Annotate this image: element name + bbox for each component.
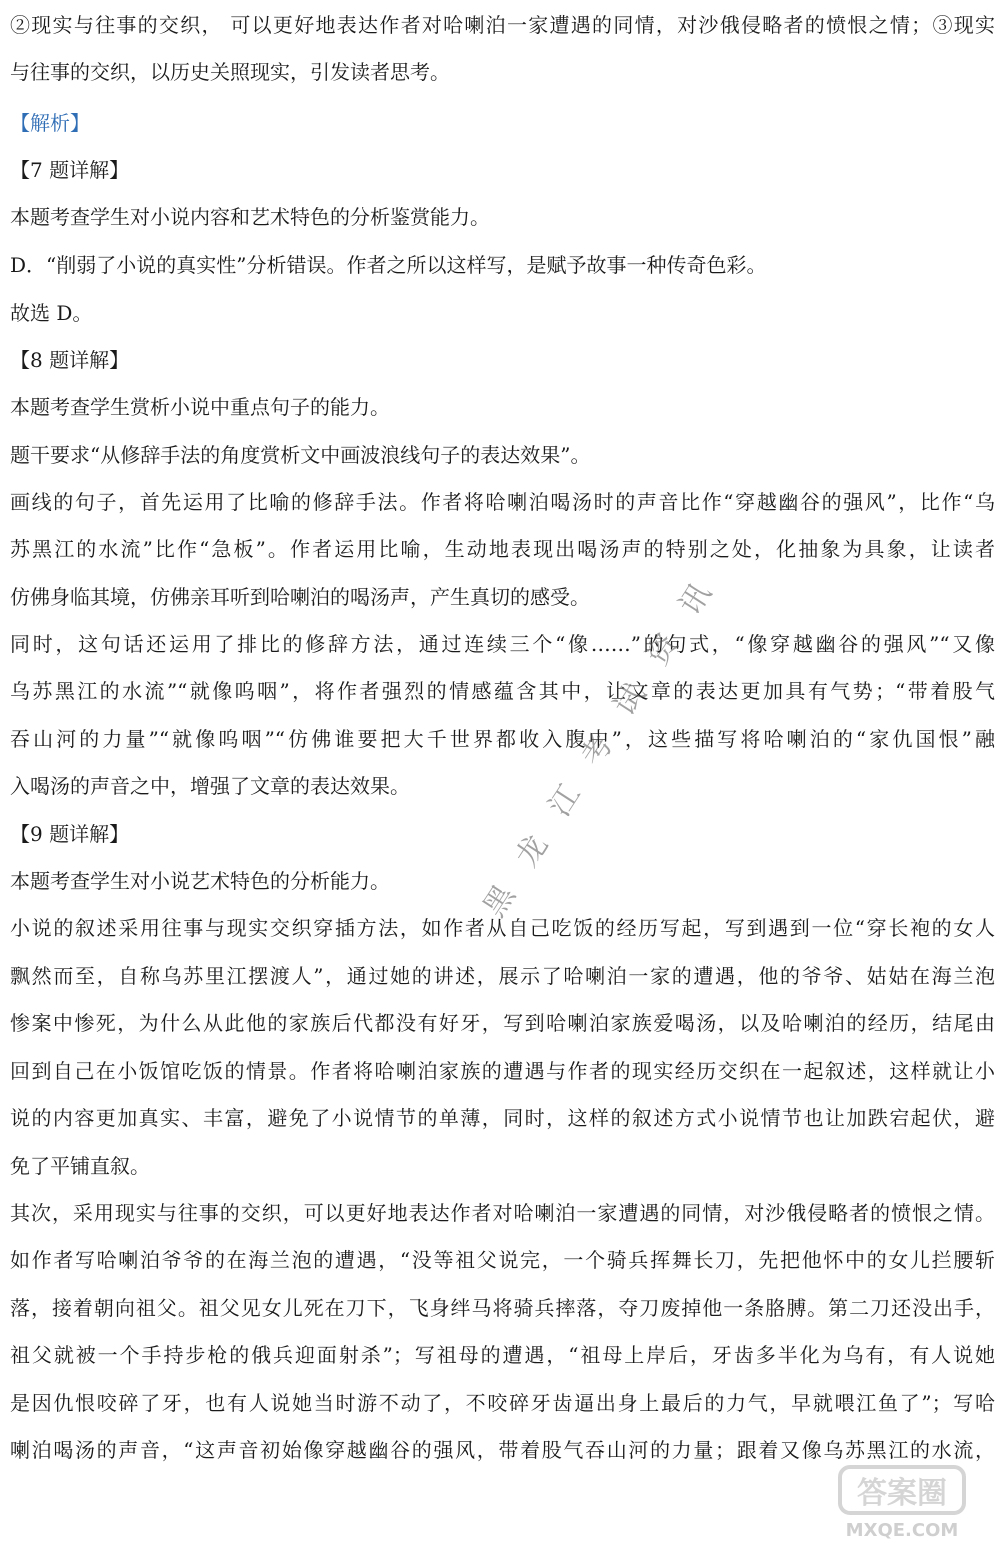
logo-mark-icon (812, 1461, 992, 1521)
text-line: 说的内容更加真实、丰富，避免了小说情节的单薄，同时，这样的叙述方式小说情节也让加跌宕起伏，避 (10, 1106, 995, 1130)
text-line: 其次，采用现实与往事的交织，可以更好地表达作者对哈喇泊一家遭遇的同情，对沙俄侵略者的愤恨之情。 (10, 1201, 995, 1225)
text-line: 【解析】 (10, 111, 90, 135)
text-line: 祖父就被一个手持步枪的俄兵迎面射杀”；写祖母的遭遇，“祖母上岸后，牙齿多半化为乌有，有人说她 (10, 1343, 995, 1367)
text-line: 吞山河的力量”“就像呜咽”“仿佛谁要把大千世界都收入腹中”，这些描写将哈喇泊的“家仇国恨”融 (10, 727, 995, 751)
text-line: 题干要求“从修辞手法的角度赏析文中画波浪线句子的表达效果”。 (10, 443, 591, 467)
text-line: 落，接着朝向祖父。祖父见女儿死在刀下，飞身绊马将骑兵摔落，夺刀废掉他一条胳膊。第二刀还没出手， (10, 1296, 995, 1320)
text-line: 乌苏黑江的水流”“就像呜咽”，将作者强烈的情感蕴含其中，让文章的表达更加具有气势；“带着股气 (10, 679, 995, 703)
text-line: D．“削弱了小说的真实性”分析错误。作者之所以这样写，是赋予故事一种传奇色彩。 (10, 253, 767, 277)
text-line: 同时，这句话还运用了排比的修辞方法，通过连续三个“像……”的句式，“像穿越幽谷的强风”“又像 (10, 632, 995, 656)
text-line: 故选 D。 (10, 301, 93, 325)
text-line: 仿佛身临其境，仿佛亲耳听到哈喇泊的喝汤声，产生真切的感受。 (10, 585, 590, 609)
text-line: 入喝汤的声音之中，增强了文章的表达效果。 (10, 774, 410, 798)
text-line: 飘然而至，自称乌苏里江摆渡人”，通过她的讲述，展示了哈喇泊一家的遭遇，他的爷爷、姑姑在海兰泡 (10, 964, 995, 988)
text-line: 与往事的交织，以历史关照现实，引发读者思考。 (10, 60, 450, 84)
text-line: 【8 题详解】 (10, 348, 130, 372)
text-line: ②现实与往事的交织， 可以更好地表达作者对哈喇泊一家遭遇的同情，对沙俄侵略者的愤恨之情；③现实 (10, 13, 995, 37)
text-line: 苏黑江的水流”比作“急板”。作者运用比喻，生动地表现出喝汤声的特别之处，化抽象为具象，让读者 (10, 537, 995, 561)
text-line: 本题考查学生赏析小说中重点句子的能力。 (10, 395, 390, 419)
text-line: 是因仇恨咬碎了牙，也有人说她当时游不动了，不咬碎牙齿逼出身上最后的力气，早就喂江鱼了”；写哈 (10, 1391, 995, 1415)
text-line: 如作者写哈喇泊爷爷的在海兰泡的遭遇，“没等祖父说完，一个骑兵挥舞长刀，先把他怀中的女儿拦腰斩 (10, 1248, 995, 1272)
logo-text: MXQE.COM (845, 1520, 959, 1541)
text-line: 本题考查学生对小说内容和艺术特色的分析鉴赏能力。 (10, 205, 490, 229)
text-line: 回到自己在小饭馆吃饭的情景。作者将哈喇泊家族的遭遇与作者的现实经历交织在一起叙述，这样就让小 (10, 1059, 995, 1083)
text-line: 喇泊喝汤的声音，“这声音初始像穿越幽谷的强风，带着股气吞山河的力量；跟着又像乌苏黑江的水流， (10, 1438, 995, 1462)
text-line: 【9 题详解】 (10, 822, 130, 846)
text-line: 画线的句子，首先运用了比喻的修辞手法。作者将哈喇泊喝汤时的声音比作“穿越幽谷的强风”，比作“乌 (10, 490, 995, 514)
watermark: 黑龙江考试资讯 (476, 552, 735, 924)
text-line: 小说的叙述采用往事与现实交织穿插方法，如作者从自己吃饭的经历写起，写到遇到一位“穿长袍的女人 (10, 916, 995, 940)
text-line: 【7 题详解】 (10, 158, 130, 182)
text-line: 惨案中惨死，为什么从此他的家族后代都没有好牙，写到哈喇泊家族爱喝汤，以及哈喇泊的经历，结尾由 (10, 1011, 995, 1035)
text-line: 免了平铺直叙。 (10, 1154, 150, 1178)
logo-mark-text: 答案圈 (857, 1476, 947, 1511)
text-line: 本题考查学生对小说艺术特色的分析能力。 (10, 869, 390, 893)
site-logo (812, 1461, 992, 1541)
